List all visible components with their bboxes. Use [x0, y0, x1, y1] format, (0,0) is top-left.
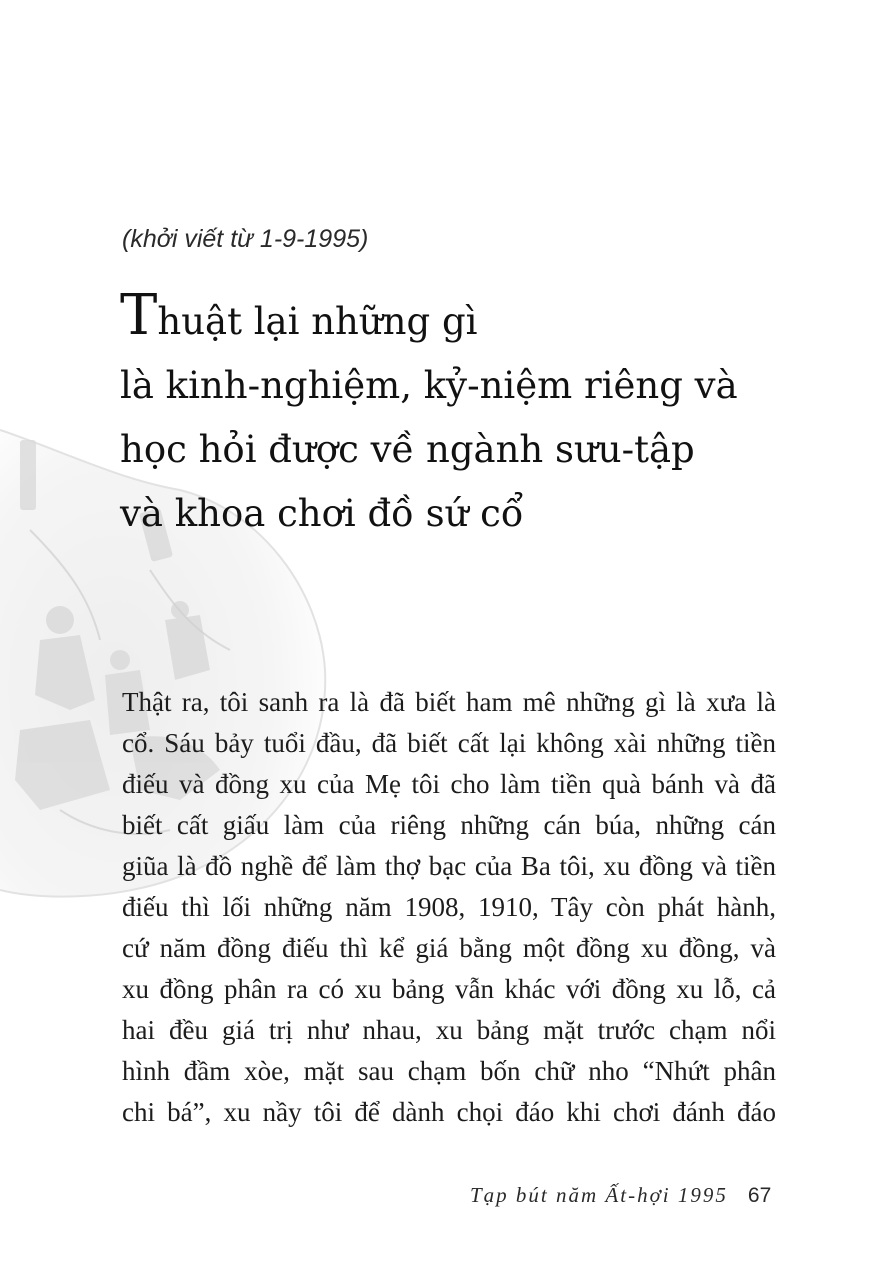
chapter-title: [120, 283, 800, 546]
title-line-1: Thuật lại những gì: [120, 283, 478, 348]
body-line: Thật ra, tôi sanh ra là đã biết ham mê những gì là xưa là: [122, 687, 776, 717]
title-line-2: là kinh-nghiệm, kỷ-niệm riêng và: [120, 364, 738, 407]
page-number: 67: [747, 1184, 772, 1207]
title-line-4: và khoa chơi đồ sứ cổ: [120, 492, 524, 535]
body-line: hình đầm xòe, mặt sau chạm bốn chữ nho “Nhứt phân: [122, 1056, 776, 1086]
title-line-3: học hỏi được về ngành sưu-tập: [120, 428, 695, 471]
body-line: chi bá”, xu nầy tôi để dành chọi đáo khi chơi đánh đáo: [122, 1097, 776, 1127]
body-line: điếu và đồng xu của Mẹ tôi cho làm tiền quà bánh và đã: [122, 769, 776, 799]
date-subtitle: (khởi viết từ 1-9-1995): [122, 225, 369, 253]
running-title: Tạp bút năm Ất-hợi 1995: [470, 1183, 728, 1207]
body-line: giũa là đồ nghề để làm thợ bạc của Ba tôi, xu đồng và tiền: [122, 851, 776, 881]
body-line: biết cất giấu làm của riêng những cán búa, những cán: [122, 810, 776, 840]
page-footer: [470, 1183, 780, 1208]
body-line: điếu thì lối những năm 1908, 1910, Tây còn phát hành,: [122, 892, 776, 922]
body-line: xu đồng phân ra có xu bảng vẫn khác với đồng xu lỗ, cả: [122, 974, 776, 1004]
body-line: hai đều giá trị như nhau, xu bảng mặt trước chạm nổi: [122, 1015, 776, 1045]
body-line: cổ. Sáu bảy tuổi đầu, đã biết cất lại không xài những tiền: [122, 728, 776, 758]
body-paragraph: [122, 682, 776, 1133]
body-line: cứ năm đồng điếu thì kể giá bằng một đồng xu đồng, và: [122, 933, 776, 963]
title-dropcap: T: [120, 283, 158, 348]
